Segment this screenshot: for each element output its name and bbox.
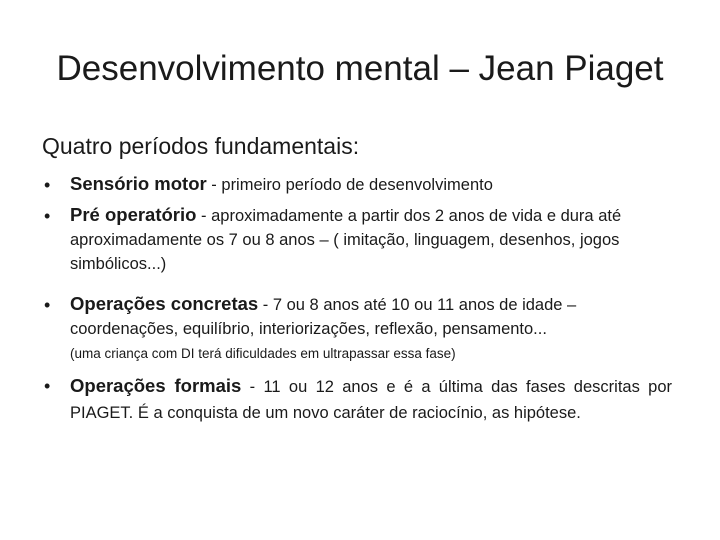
bullet-dot-icon: • — [44, 206, 51, 226]
bullet-dot-icon: • — [44, 376, 51, 396]
bullet-separator: - — [206, 176, 222, 194]
bullet-term: Operações formais — [70, 375, 242, 396]
bullet-term: Operações concretas — [70, 293, 259, 314]
bullet-body — [70, 203, 672, 276]
bullet-text: aproximadamente a partir dos 2 anos de vida e dura até aproximadamente os 7 ou 8 anos – ( imitação, linguagem, desenhos, jogos simbólicos...) — [70, 207, 622, 273]
bullet-body — [70, 172, 672, 197]
bullet-term: Sensório motor — [70, 173, 207, 194]
bullet-operacoes-concretas — [44, 292, 672, 364]
bullet-text: 7 ou 8 anos até 10 ou 11 anos de idade – coordenações, equilíbrio, interiorizações, reflexão, pensamento... — [70, 296, 577, 338]
bullet-separator: - — [196, 207, 212, 225]
bullet-body — [70, 292, 672, 364]
bullet-term: Pré operatório — [70, 204, 197, 225]
intro-text: Quatro períodos fundamentais: — [42, 133, 360, 159]
slide-title: Desenvolvimento mental – Jean Piaget — [56, 49, 664, 88]
bullet-operacoes-formais — [44, 373, 672, 426]
bullet-note: (uma criança com DI terá dificuldades em ultrapassar essa fase) — [70, 346, 456, 361]
bullet-text: primeiro período de desenvolvimento — [221, 176, 493, 194]
bullet-dot-icon: • — [44, 295, 51, 315]
bullet-separator: - — [258, 296, 273, 314]
bullet-separator: - — [241, 378, 264, 396]
bullet-dot-icon: • — [44, 175, 51, 195]
bullet-body — [70, 373, 672, 426]
bullet-sensorio-motor — [44, 172, 672, 197]
bullet-pre-operatorio — [44, 203, 672, 276]
bullet-text: 11 ou 12 anos e é a última das fases descritas por PIAGET. É a conquista de um novo caráter de raciocínio, as hipótese. — [70, 378, 672, 422]
